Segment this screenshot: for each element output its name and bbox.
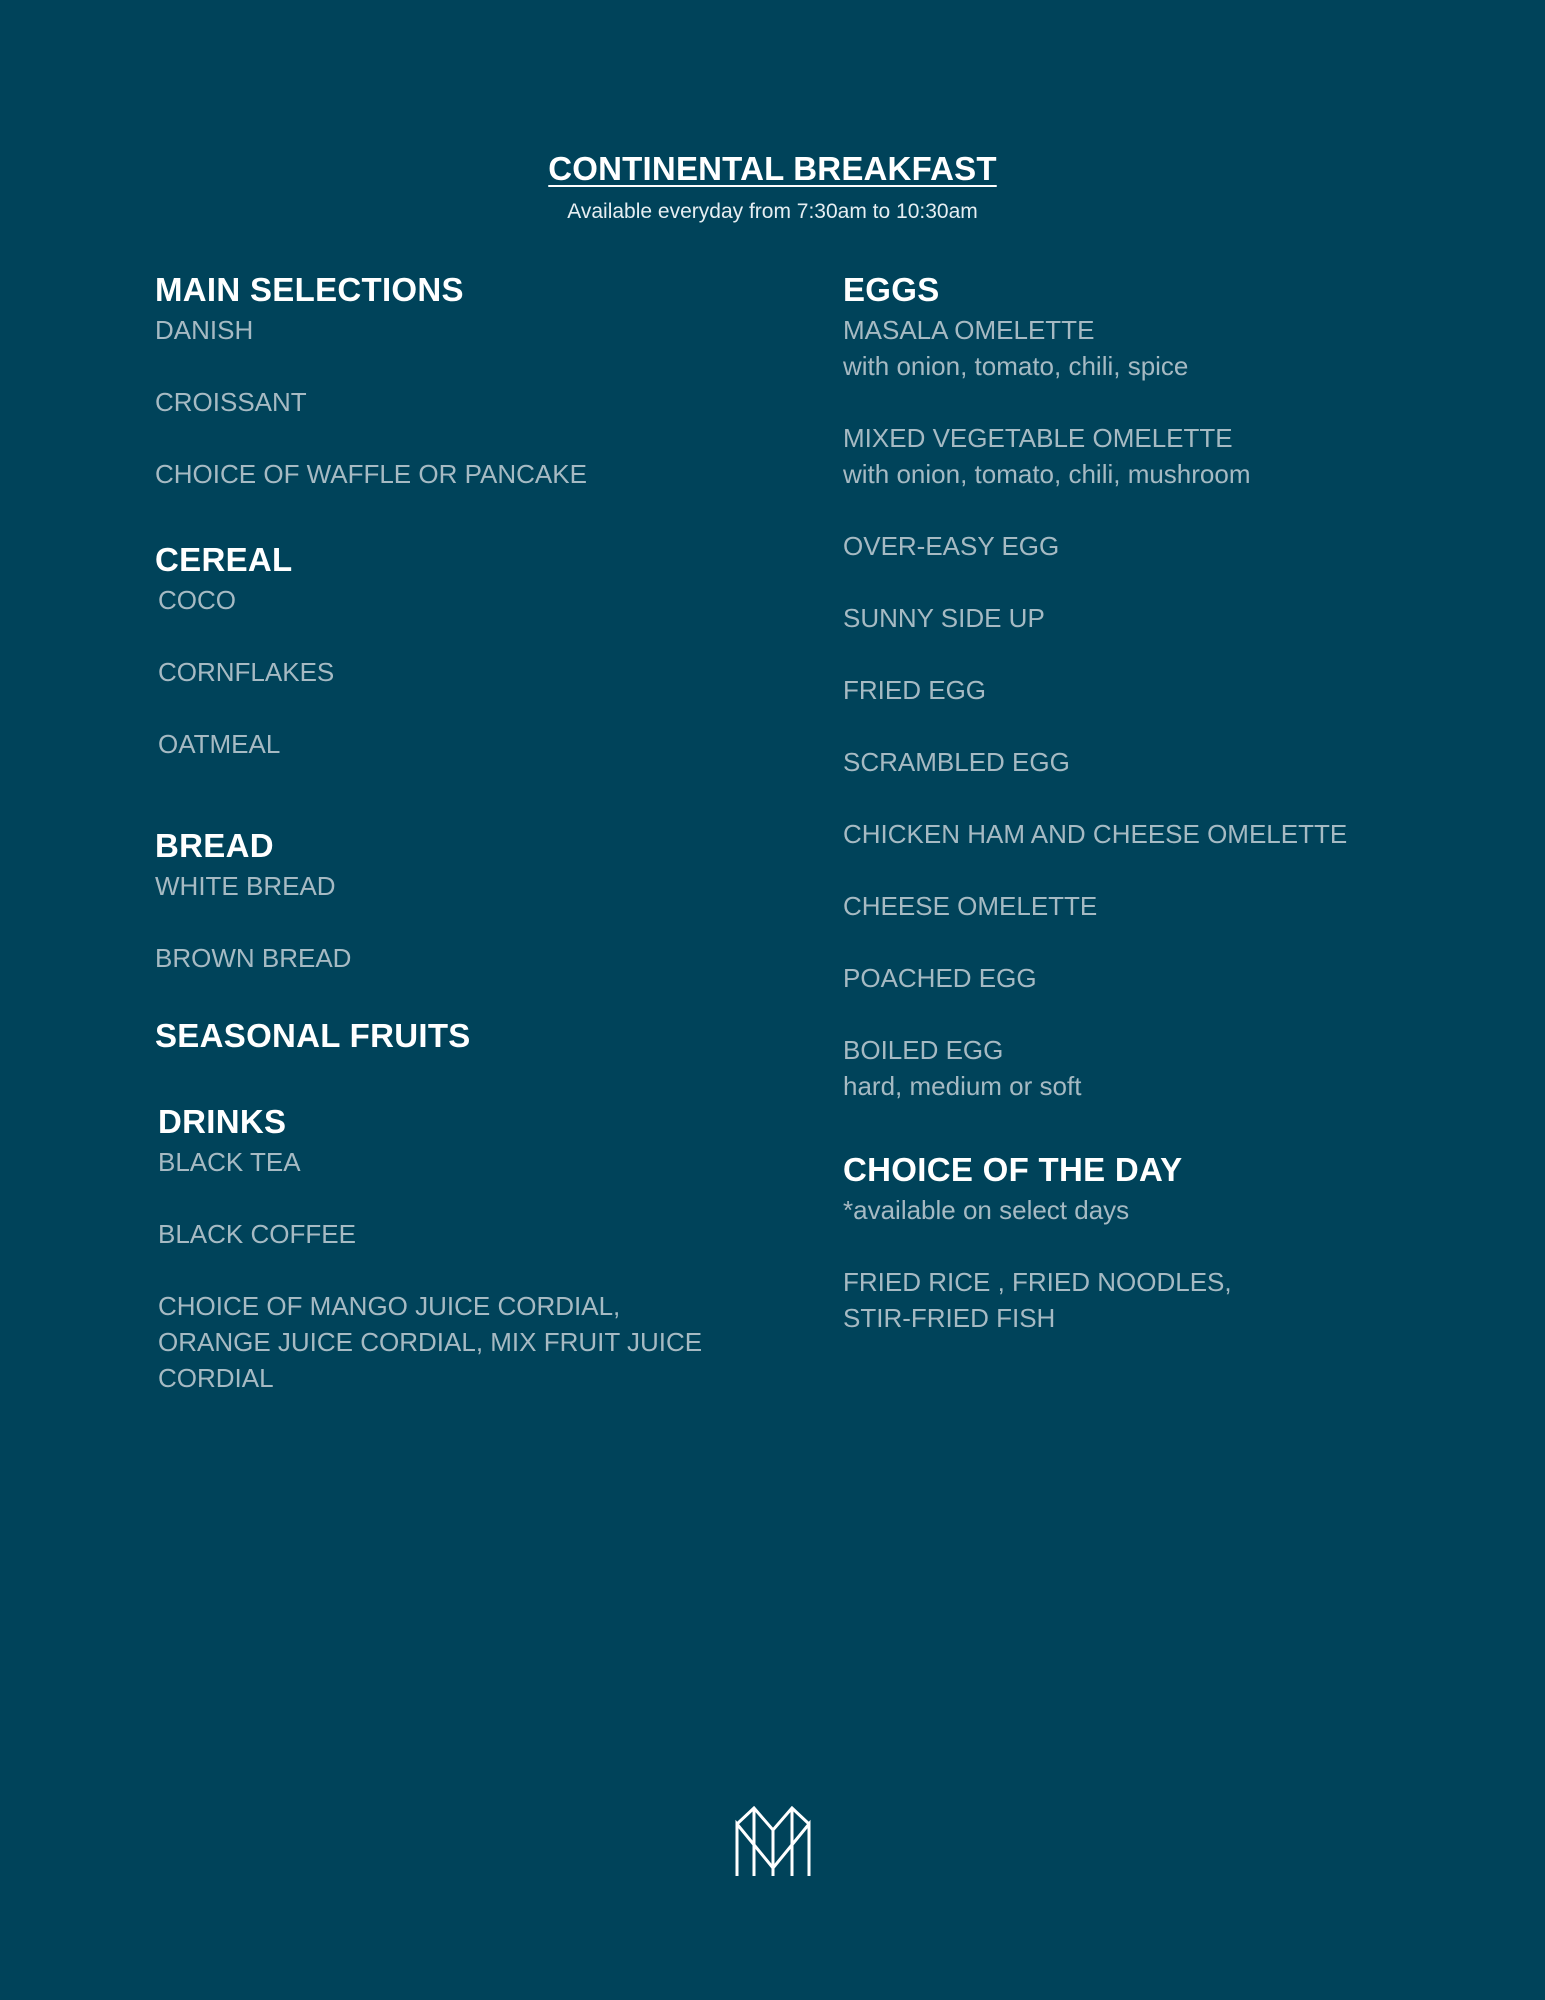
menu-item: BLACK COFFEE	[158, 1219, 356, 1249]
menu-item: POACHED EGG	[843, 963, 1037, 993]
menu-item: BROWN BREAD	[155, 943, 352, 973]
item-list	[155, 582, 775, 762]
item-list	[155, 312, 775, 492]
item-list	[843, 312, 1463, 1104]
section-heading: CEREAL	[155, 541, 293, 578]
availability-note: *available on select days	[843, 1195, 1130, 1225]
section-cereal	[155, 538, 775, 762]
item-description: with onion, tomato, chili, spice	[843, 351, 1189, 381]
item-list	[158, 1144, 775, 1396]
section-eggs	[843, 268, 1463, 1104]
menu-item: COCO	[158, 585, 236, 615]
section-seasonal-fruits	[155, 1014, 775, 1058]
item-name: MASALA OMELETTE	[843, 315, 1095, 345]
item-name: MIXED VEGETABLE OMELETTE	[843, 423, 1233, 453]
menu-item: OVER-EASY EGG	[843, 531, 1060, 561]
menu-item	[843, 312, 1463, 384]
menu-item: CORNFLAKES	[158, 657, 335, 687]
section-drinks	[155, 1100, 775, 1396]
section-bread	[155, 824, 775, 976]
page-title: CONTINENTAL BREAKFAST	[548, 150, 997, 187]
item-description: with onion, tomato, chili, mushroom	[843, 459, 1251, 489]
menu-item: CHICKEN HAM AND CHEESE OMELETTE	[843, 819, 1348, 849]
menu-item: CHEESE OMELETTE	[843, 891, 1098, 921]
menu-item: FRIED EGG	[843, 675, 987, 705]
availability-note: Available everyday from 7:30am to 10:30am	[567, 200, 978, 223]
menu-item: BLACK TEA	[158, 1147, 301, 1177]
item-list	[155, 868, 775, 976]
section-heading: BREAD	[155, 827, 274, 864]
menu-item: CHOICE OF MANGO JUICE CORDIAL, ORANGE JUICE CORDIAL, MIX FRUIT JUICE CORDIAL	[158, 1291, 703, 1393]
menu-item: FRIED RICE , FRIED NOODLES, STIR-FRIED FISH	[843, 1267, 1232, 1333]
item-name: BOILED EGG	[843, 1035, 1004, 1065]
item-description: hard, medium or soft	[843, 1071, 1082, 1101]
section-heading: SEASONAL FRUITS	[155, 1017, 471, 1054]
menu-item: DANISH	[155, 315, 254, 345]
menu-header	[0, 150, 1545, 224]
section-heading: DRINKS	[158, 1103, 287, 1140]
section-heading: CHOICE OF THE DAY	[843, 1151, 1183, 1188]
menu-item	[843, 420, 1463, 492]
m-monogram-icon	[734, 1806, 812, 1878]
menu-item: OATMEAL	[158, 729, 281, 759]
menu-item: WHITE BREAD	[155, 871, 336, 901]
menu-item: SUNNY SIDE UP	[843, 603, 1045, 633]
menu-item: CHOICE OF WAFFLE OR PANCAKE	[155, 459, 587, 489]
menu-item	[843, 1032, 1463, 1104]
section-choice-of-the-day	[843, 1148, 1463, 1336]
section-heading: EGGS	[843, 271, 940, 308]
section-main-selections	[155, 268, 775, 492]
item-list	[843, 1192, 1463, 1336]
menu-item: SCRAMBLED EGG	[843, 747, 1070, 777]
menu-item: CROISSANT	[155, 387, 307, 417]
section-heading: MAIN SELECTIONS	[155, 271, 464, 308]
